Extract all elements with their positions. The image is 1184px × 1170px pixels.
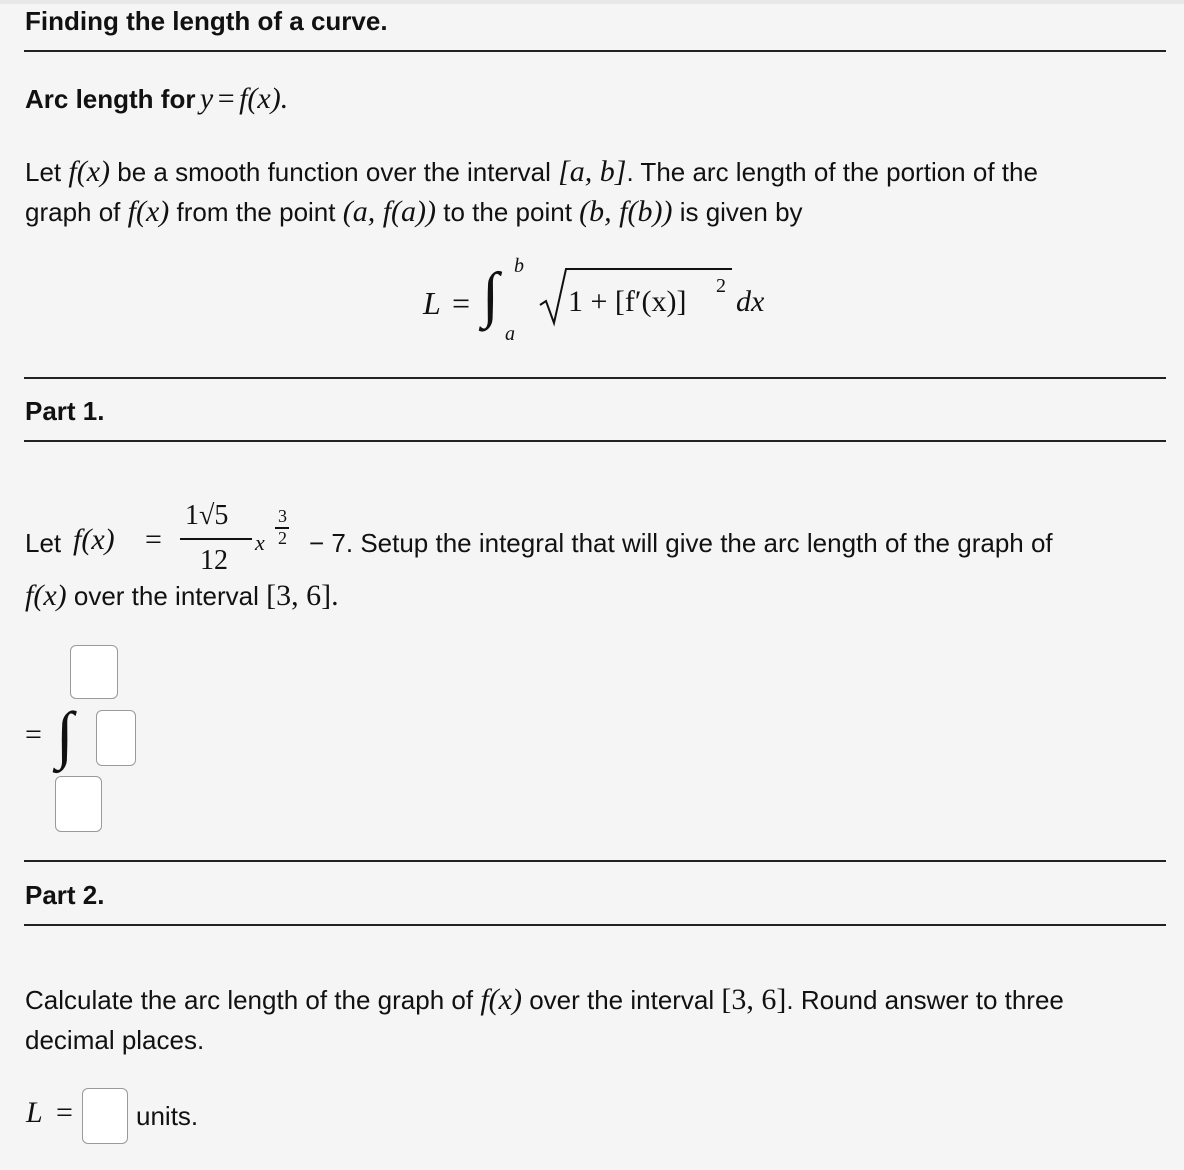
- part2-label: Part 2.: [25, 880, 105, 910]
- part2-line-1: Calculate the arc length of the graph of f(x) over the interval [3, 6]. Round answer to three: [25, 983, 1064, 1016]
- fraction-bar: [180, 538, 252, 540]
- divider: [24, 924, 1166, 926]
- divider: [24, 440, 1166, 442]
- arc-length-heading: Arc length for y = f(x).: [25, 82, 289, 115]
- divider: [24, 377, 1166, 379]
- integral-sign: ∫: [56, 699, 74, 770]
- top-border: [0, 0, 1184, 4]
- part2-line-2: decimal places.: [25, 1025, 205, 1055]
- intro-line-2: graph of f(x) from the point (a, f(a)) to the point (b, f(b)) is given by: [25, 195, 803, 228]
- lower-limit-input[interactable]: [55, 776, 102, 832]
- integral-sign: ∫: [482, 261, 499, 329]
- intro-line-1: Let f(x) be a smooth function over the interval [a, b]. The arc length of the portion of the: [25, 155, 1038, 188]
- part1-function: Let f(x) = 1√5 12 x 3 2 − 7. Setup the integral that will give the arc length of the graph of: [25, 500, 1053, 576]
- page-title: Finding the length of a curve.: [25, 6, 388, 36]
- arc-length-formula: L = ∫ b a 1 + [f′(x)] 2 dx: [423, 255, 765, 345]
- part1-label: Part 1.: [25, 396, 105, 426]
- divider: [24, 860, 1166, 862]
- part1-line-2: f(x) over the interval [3, 6].: [25, 579, 339, 612]
- upper-limit-input[interactable]: [70, 645, 118, 699]
- arc-length-input[interactable]: [82, 1088, 128, 1144]
- divider: [24, 50, 1166, 52]
- integrand-input[interactable]: [96, 710, 136, 766]
